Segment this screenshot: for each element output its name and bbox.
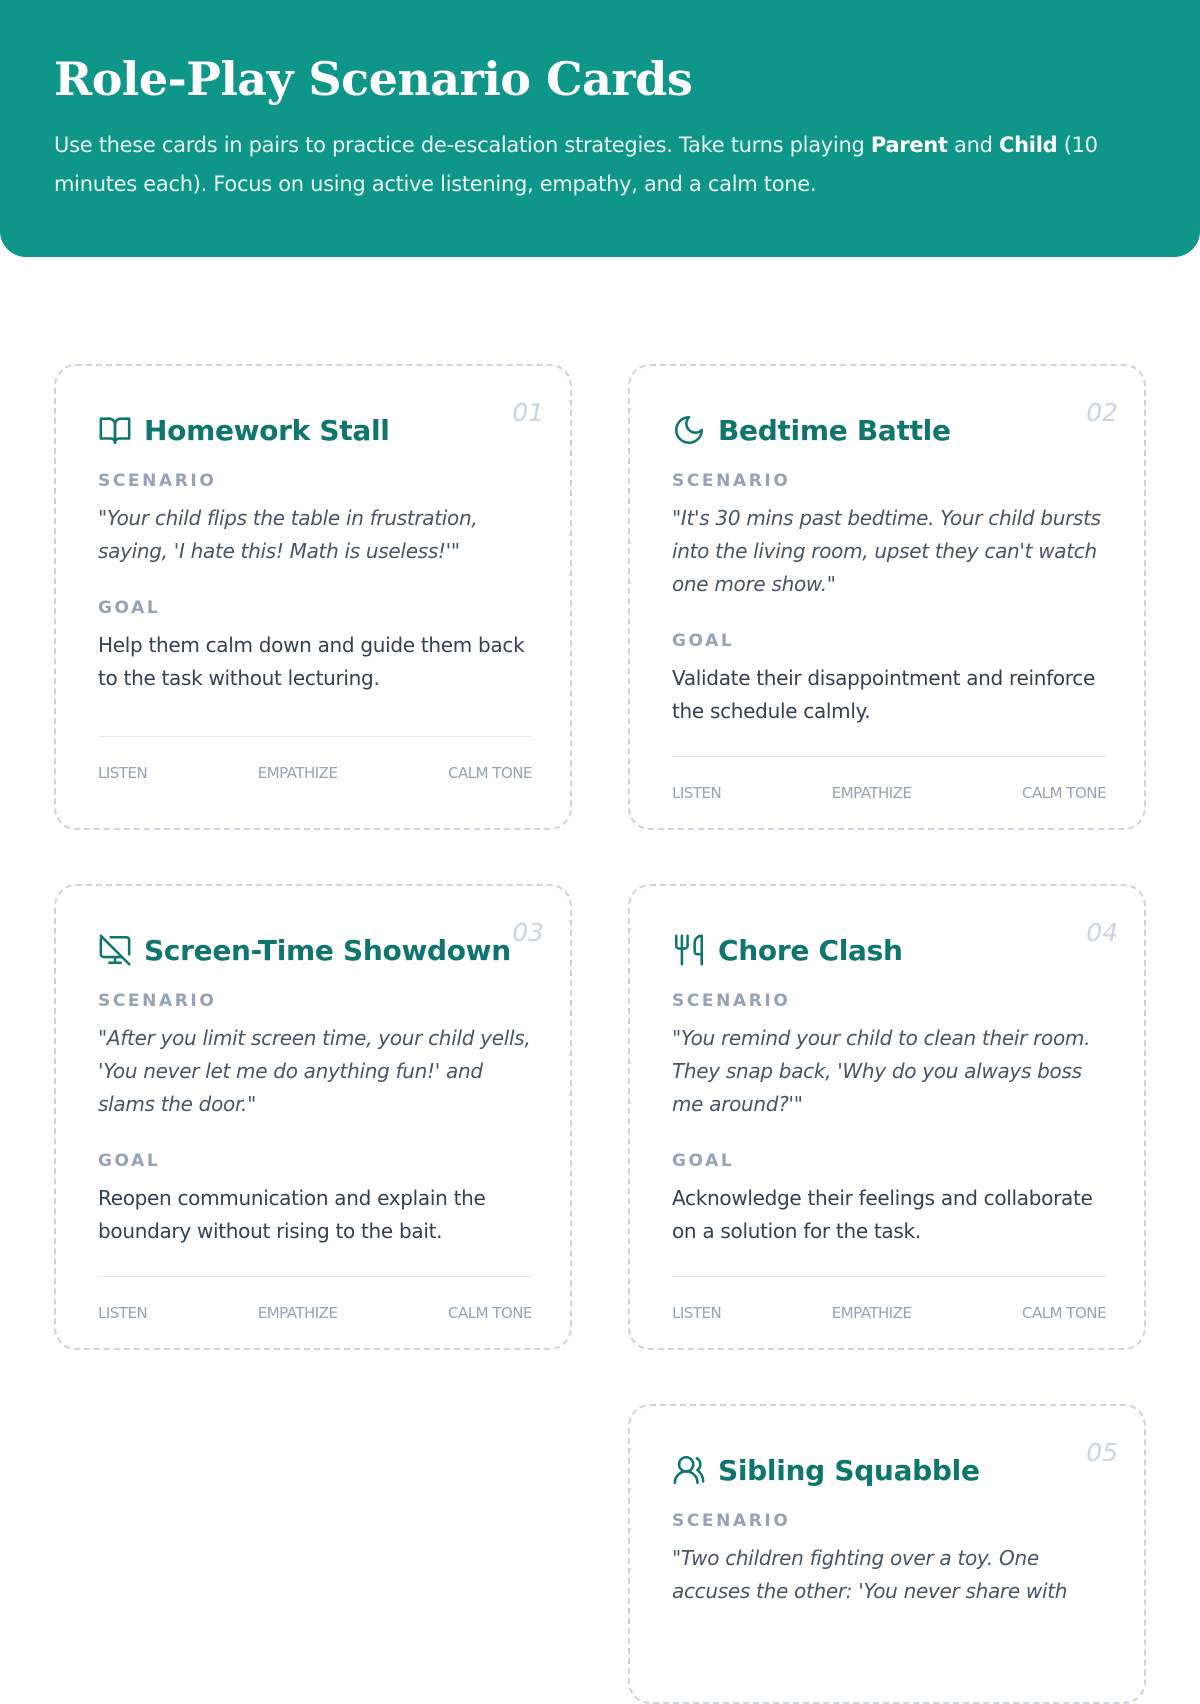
scenario-section bbox=[672, 470, 1112, 601]
header-banner bbox=[0, 0, 1200, 257]
card-divider bbox=[672, 1276, 1106, 1277]
card-tags bbox=[672, 784, 1106, 802]
goal-label: GOAL bbox=[672, 1151, 735, 1171]
goal-text: Reopen communication and explain the boundary without rising to the bait. bbox=[98, 1186, 486, 1243]
scenario-label: SCENARIO bbox=[672, 991, 791, 1011]
card-divider bbox=[98, 1276, 532, 1277]
goal-label: GOAL bbox=[98, 598, 161, 618]
goal-label: GOAL bbox=[98, 1151, 161, 1171]
card-title-text: Chore Clash bbox=[718, 933, 903, 967]
card-number: 05 bbox=[1086, 1438, 1118, 1467]
intro-text-and: and bbox=[947, 133, 1000, 157]
card-title bbox=[98, 410, 390, 450]
card-number: 03 bbox=[512, 918, 544, 947]
goal-section bbox=[98, 1150, 538, 1248]
card-number: 02 bbox=[1086, 398, 1118, 427]
moon-icon bbox=[672, 413, 706, 447]
card-divider bbox=[98, 736, 532, 737]
monitor-off-icon bbox=[98, 933, 132, 967]
scenario-section bbox=[98, 470, 538, 568]
card-tags bbox=[98, 1304, 532, 1322]
goal-text: Acknowledge their feelings and collaborate on a solution for the task. bbox=[672, 1186, 1093, 1243]
tag-listen: LISTEN bbox=[672, 1304, 722, 1322]
scenario-text: "You remind your child to clean their room. They snap back, 'Why do you always boss me around?'" bbox=[672, 1026, 1091, 1116]
goal-text: Help them calm down and guide them back to the task without lecturing. bbox=[98, 633, 525, 690]
tag-calm-tone: CALM TONE bbox=[1022, 784, 1106, 802]
card-title-text: Bedtime Battle bbox=[718, 413, 951, 447]
tag-empathize: EMPATHIZE bbox=[257, 764, 338, 782]
card-title-text: Homework Stall bbox=[144, 413, 390, 447]
card-title bbox=[672, 1450, 980, 1490]
goal-label: GOAL bbox=[672, 631, 735, 651]
card-number: 01 bbox=[512, 398, 544, 427]
scenario-card-homework-stall bbox=[54, 364, 572, 830]
scenario-label: SCENARIO bbox=[98, 471, 217, 491]
tag-listen: LISTEN bbox=[672, 784, 722, 802]
card-title-text: Sibling Squabble bbox=[718, 1453, 980, 1487]
scenario-text: "It's 30 mins past bedtime. Your child bursts into the living room, upset they can't watch one more show." bbox=[672, 506, 1101, 596]
book-icon bbox=[98, 413, 132, 447]
card-title bbox=[98, 930, 511, 970]
intro-text-part-2: (10 minutes each). Focus on using active listening, empathy, and a calm tone. bbox=[54, 133, 1098, 196]
card-number: 04 bbox=[1086, 918, 1118, 947]
scenario-label: SCENARIO bbox=[672, 471, 791, 491]
scenario-section bbox=[672, 990, 1112, 1121]
page-title: Role-Play Scenario Cards bbox=[54, 52, 693, 106]
card-title-text: Screen-Time Showdown bbox=[144, 933, 511, 967]
scenario-label: SCENARIO bbox=[672, 1511, 791, 1531]
goal-text: Validate their disappointment and reinforce the schedule calmly. bbox=[672, 666, 1095, 723]
tag-empathize: EMPATHIZE bbox=[831, 784, 912, 802]
tag-listen: LISTEN bbox=[98, 1304, 148, 1322]
tag-empathize: EMPATHIZE bbox=[257, 1304, 338, 1322]
tag-calm-tone: CALM TONE bbox=[1022, 1304, 1106, 1322]
tag-calm-tone: CALM TONE bbox=[448, 1304, 532, 1322]
users-icon bbox=[672, 1453, 706, 1487]
card-tags bbox=[98, 764, 532, 782]
card-divider bbox=[672, 756, 1106, 757]
intro-text-part-1: Use these cards in pairs to practice de-escalation strategies. Take turns playing bbox=[54, 133, 871, 157]
scenario-card-screen-time-showdown bbox=[54, 884, 572, 1350]
scenario-label: SCENARIO bbox=[98, 991, 217, 1011]
intro-role-child: Child bbox=[999, 133, 1058, 157]
card-title bbox=[672, 410, 951, 450]
scenario-section bbox=[98, 990, 538, 1121]
goal-section bbox=[98, 597, 538, 695]
intro-text bbox=[54, 126, 1164, 204]
scenario-text: "Your child flips the table in frustration, saying, 'I hate this! Math is useless!'" bbox=[98, 506, 478, 563]
scenario-card-sibling-squabble bbox=[628, 1404, 1146, 1704]
card-title bbox=[672, 930, 903, 970]
scenario-card-chore-clash bbox=[628, 884, 1146, 1350]
tag-listen: LISTEN bbox=[98, 764, 148, 782]
scenario-card-bedtime-battle bbox=[628, 364, 1146, 830]
goal-section bbox=[672, 630, 1112, 728]
scenario-text: "Two children fighting over a toy. One accuses the other: 'You never share with bbox=[672, 1546, 1068, 1603]
goal-section bbox=[672, 1150, 1112, 1248]
card-tags bbox=[672, 1304, 1106, 1322]
utensils-icon bbox=[672, 933, 706, 967]
scenario-section bbox=[672, 1510, 1112, 1608]
scenario-text: "After you limit screen time, your child yells, 'You never let me do anything fun!' and slams the door." bbox=[98, 1026, 531, 1116]
tag-empathize: EMPATHIZE bbox=[831, 1304, 912, 1322]
tag-calm-tone: CALM TONE bbox=[448, 764, 532, 782]
intro-role-parent: Parent bbox=[870, 133, 948, 157]
